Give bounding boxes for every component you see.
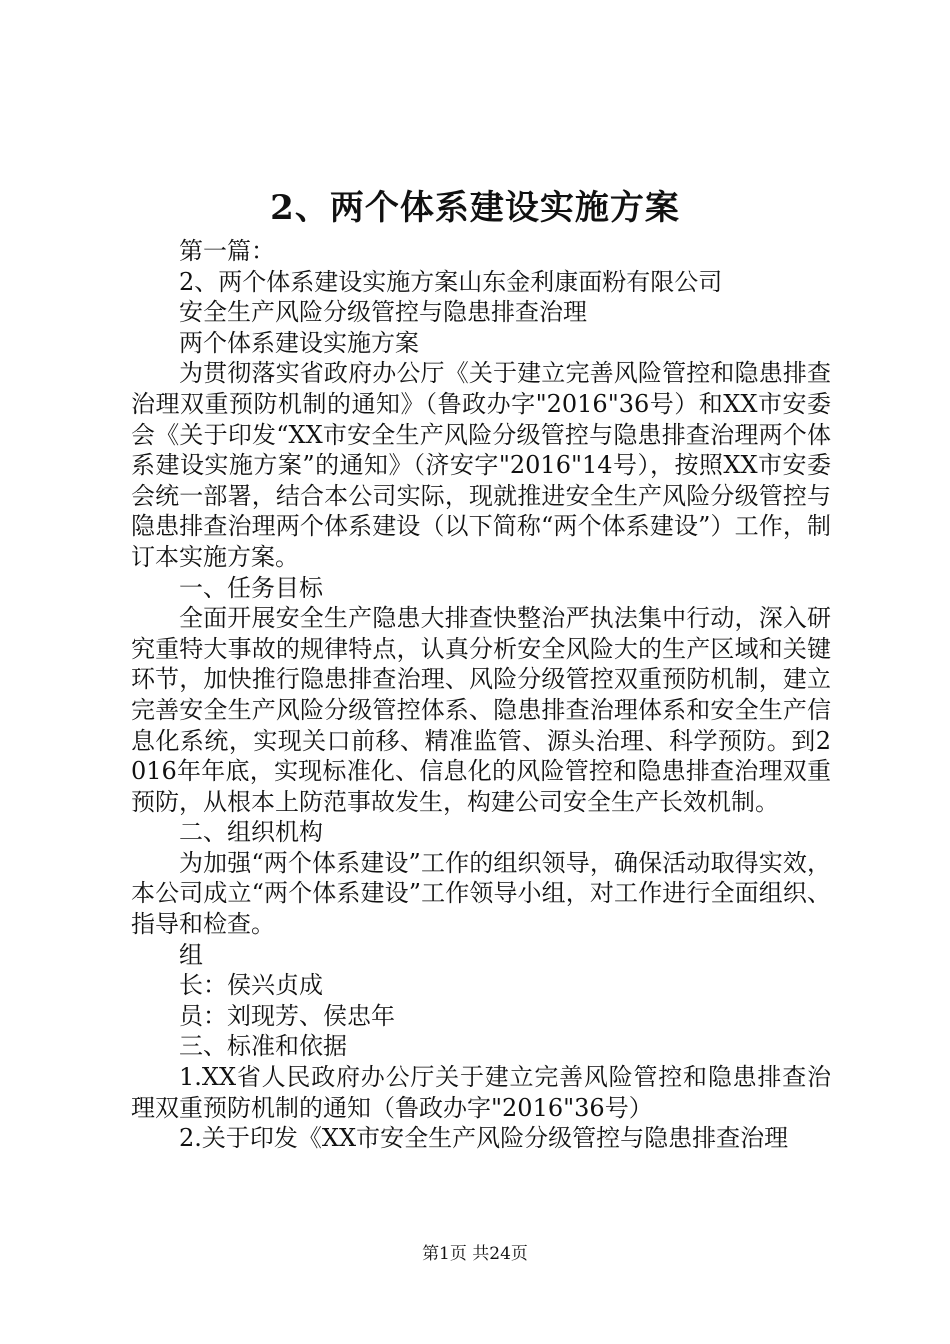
paragraph: 第一篇： xyxy=(179,237,275,265)
paragraph: 安全生产风险分级管控与隐患排查治理 xyxy=(179,298,587,327)
paragraph: 为加强“两个体系建设”工作的组织领导，确保活动取得实效，本公司成立“两个体系建设”工作领导小组，对工作进行全面组织、指导和检查。 xyxy=(131,848,831,939)
section-heading: 二、组织机构 xyxy=(179,818,323,847)
paragraph: 2、两个体系建设实施方案山东金利康面粉有限公司 xyxy=(179,267,723,296)
document-body xyxy=(131,236,831,1154)
paragraph: 组 xyxy=(179,940,203,969)
paragraph: 1.XX省人民政府办公厅关于建立完善风险管控和隐患排查治理双重预防机制的通知（鲁政办字"2016"36号） xyxy=(131,1063,831,1122)
paragraph: 两个体系建设实施方案 xyxy=(179,328,419,357)
paragraph: 2.关于印发《XX市安全生产风险分级管控与隐患排查治理 xyxy=(179,1124,789,1153)
document-title: 2、两个体系建设实施方案 xyxy=(270,188,680,228)
paragraph: 长：侯兴贞成 xyxy=(179,971,323,1000)
section-heading: 一、任务目标 xyxy=(179,573,323,602)
paragraph: 员：刘现芳、侯忠年 xyxy=(179,1001,395,1030)
paragraph: 为贯彻落实省政府办公厅《关于建立完善风险管控和隐患排查治理双重预防机制的通知》（鲁政办字"2016"36号）和XX市安委会《关于印发“XX市安全生产风险分级管控与隐患排查治理两个体系建设实施方案”的通知》（济安字"2016"14号），按照XX市安委会统一部署，结合本公司实际，现就推进安全生产风险分级管控与隐患排查治理两个体系建设（以下简称“两个体系建设”）工作，制订本实施方案。 xyxy=(131,359,831,571)
section-heading: 三、标准和依据 xyxy=(179,1032,347,1061)
page-footer: 第1页 共24页 xyxy=(422,1244,528,1264)
paragraph: 全面开展安全生产隐患大排查快整治严执法集中行动，深入研究重特大事故的规律特点，认真分析安全风险大的生产区域和关键环节，加快推行隐患排查治理、风险分级管控双重预防机制，建立完善安全生产风险分级管控体系、隐患排查治理体系和安全生产信息化系统，实现关口前移、精准监管、源头治理、科学预防。到2016年年底，实现标准化、信息化的风险管控和隐患排查治理双重预防，从根本上防范事故发生，构建公司安全生产长效机制。 xyxy=(131,604,831,816)
